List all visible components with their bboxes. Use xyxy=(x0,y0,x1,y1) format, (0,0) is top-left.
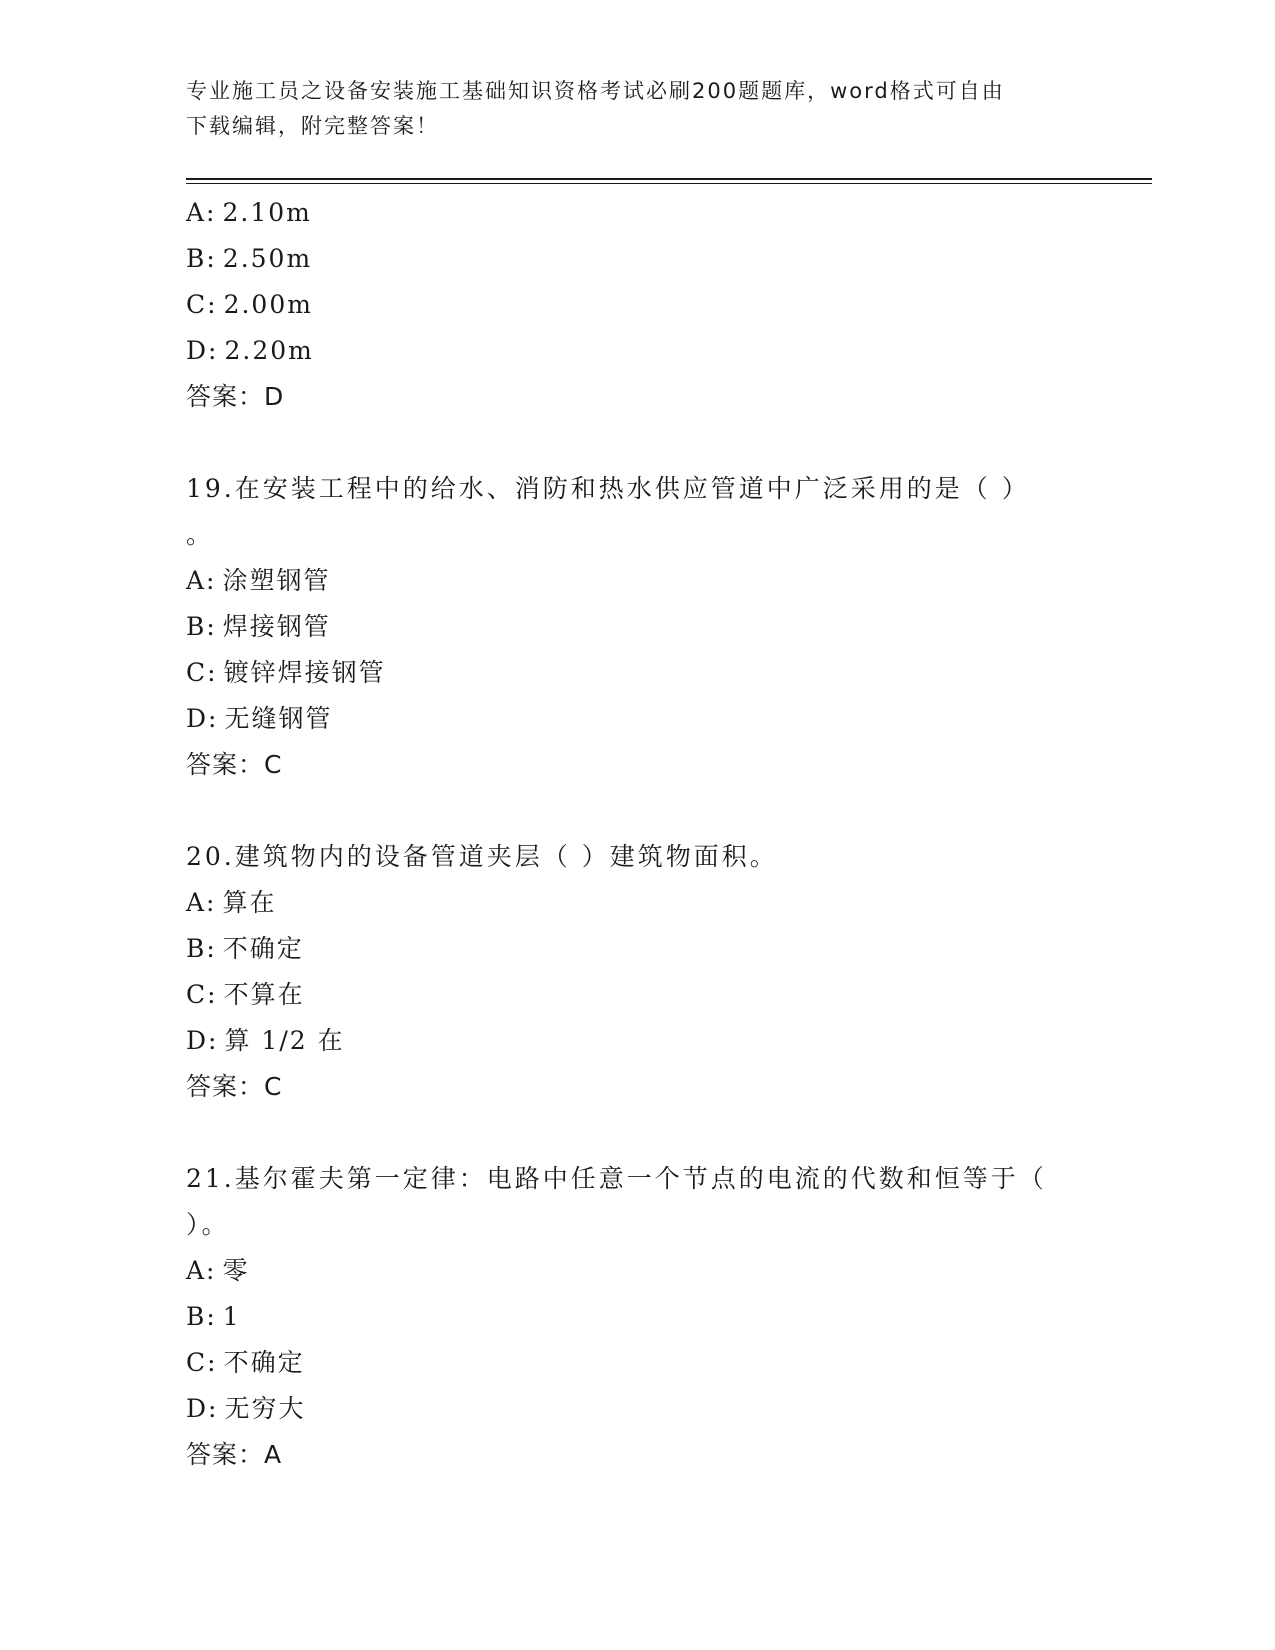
question-20 xyxy=(186,834,1086,1110)
option-c: C: 不算在 xyxy=(186,980,305,1009)
document-header xyxy=(186,74,1066,144)
question-stem-line: 。 xyxy=(186,520,215,549)
question-stem-line: ）。 xyxy=(186,1210,230,1239)
question-stem xyxy=(186,834,1066,880)
question-stem-line: 21.基尔霍夫第一定律：电路中任意一个节点的电流的代数和恒等于（ xyxy=(186,1164,1047,1193)
question-19 xyxy=(186,466,1086,788)
option-d: D: 无穷大 xyxy=(186,1394,306,1423)
option-d: D: 无缝钢管 xyxy=(186,704,333,733)
header-line-1: 专业施工员之设备安装施工基础知识资格考试必刷200题题库，word格式可自由 xyxy=(186,79,1005,103)
question-stem-line: 20.建筑物内的设备管道夹层（ ）建筑物面积。 xyxy=(186,842,778,871)
option-b: B: 焊接钢管 xyxy=(186,612,331,641)
question-stem xyxy=(186,466,1066,558)
option-a: A: 零 xyxy=(186,1256,250,1285)
option-a: A: 2.10m xyxy=(186,198,312,227)
header-divider-thick xyxy=(186,178,1152,180)
header-line-2: 下载编辑，附完整答案！ xyxy=(186,114,439,138)
question-stem xyxy=(186,1156,1066,1248)
option-d: D: 2.20m xyxy=(186,336,314,365)
question-list xyxy=(186,190,1086,1478)
option-b: B: 2.50m xyxy=(186,244,313,273)
answer: 答案：C xyxy=(186,1072,283,1101)
option-a: A: 算在 xyxy=(186,888,277,917)
option-c: C: 不确定 xyxy=(186,1348,305,1377)
option-c: C: 镀锌焊接钢管 xyxy=(186,658,386,687)
question-stem-line: 19.在安装工程中的给水、消防和热水供应管道中广泛采用的是（ ） xyxy=(186,474,1030,503)
question-21 xyxy=(186,1156,1086,1478)
header-divider-thin xyxy=(186,183,1152,184)
option-c: C: 2.00m xyxy=(186,290,313,319)
question-18-continued xyxy=(186,190,1086,420)
option-d: D: 算 1/2 在 xyxy=(186,1026,345,1055)
option-b: B: 1 xyxy=(186,1302,241,1331)
answer: 答案：A xyxy=(186,1440,283,1469)
option-a: A: 涂塑钢管 xyxy=(186,566,331,595)
answer: 答案：C xyxy=(186,750,283,779)
option-b: B: 不确定 xyxy=(186,934,304,963)
answer: 答案：D xyxy=(186,382,285,411)
